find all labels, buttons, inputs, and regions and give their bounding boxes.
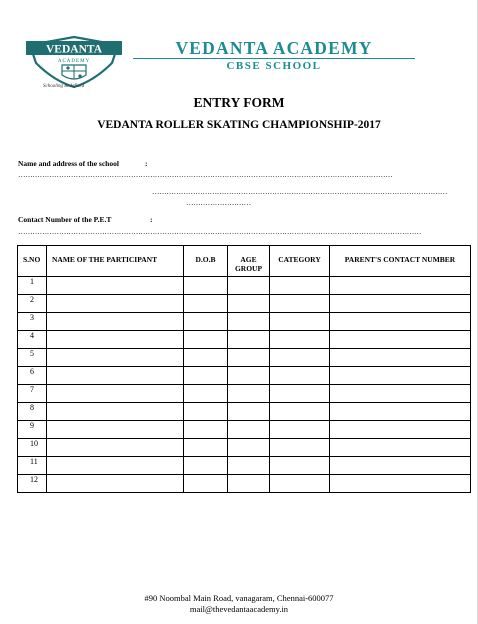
- parent-contact-cell[interactable]: [330, 439, 471, 457]
- header-participant-name: NAME OF THE PARTICIPANT: [47, 246, 184, 277]
- vedanta-academy-logo: [24, 33, 124, 91]
- age-group-cell[interactable]: [228, 331, 270, 349]
- participants-table: [17, 245, 471, 493]
- table-row: [18, 295, 471, 313]
- table-row: [18, 385, 471, 403]
- parent-contact-cell[interactable]: [330, 475, 471, 493]
- dob-cell[interactable]: [184, 331, 228, 349]
- row-number: 2: [18, 295, 47, 313]
- school-name-label: Name and address of the school: [18, 159, 119, 168]
- logo-tagline: Schooling Redefined: [43, 84, 85, 89]
- svg-text:VEDANTA: VEDANTA: [45, 43, 103, 56]
- dob-cell[interactable]: [184, 385, 228, 403]
- age-group-cell[interactable]: [228, 403, 270, 421]
- row-number: 5: [18, 349, 47, 367]
- footer-address: #90 Noombal Main Road, vanagaram, Chennai-600077: [144, 593, 334, 603]
- category-cell[interactable]: [270, 475, 330, 493]
- participant-name-cell[interactable]: [47, 331, 184, 349]
- school-brand: [133, 38, 415, 73]
- dob-cell[interactable]: [184, 295, 228, 313]
- row-number: 11: [18, 457, 47, 475]
- dob-cell[interactable]: [184, 457, 228, 475]
- age-group-cell[interactable]: [228, 421, 270, 439]
- age-group-cell[interactable]: [228, 457, 270, 475]
- header-dob: D.O.B: [184, 246, 228, 277]
- dob-cell[interactable]: [184, 421, 228, 439]
- contact-label-colon: :: [150, 215, 153, 224]
- table-row: [18, 403, 471, 421]
- dob-cell[interactable]: [184, 349, 228, 367]
- event-title: VEDANTA ROLLER SKATING CHAMPIONSHIP-2017: [97, 119, 381, 131]
- age-group-cell[interactable]: [228, 475, 270, 493]
- participant-name-cell[interactable]: [47, 313, 184, 331]
- row-number: 8: [18, 403, 47, 421]
- header-category: CATEGORY: [270, 246, 330, 277]
- participant-name-cell[interactable]: [47, 439, 184, 457]
- category-cell[interactable]: [270, 349, 330, 367]
- school-address-line-3[interactable]: ………………………: [186, 198, 251, 207]
- row-number: 10: [18, 439, 47, 457]
- category-cell[interactable]: [270, 421, 330, 439]
- dob-cell[interactable]: [184, 313, 228, 331]
- parent-contact-cell[interactable]: [330, 421, 471, 439]
- age-group-cell[interactable]: [228, 349, 270, 367]
- age-group-cell[interactable]: [228, 385, 270, 403]
- dob-cell[interactable]: [184, 277, 228, 295]
- row-number: 7: [18, 385, 47, 403]
- footer-email: mail@thevedantaacademy.in: [189, 604, 289, 614]
- age-group-cell[interactable]: [228, 295, 270, 313]
- participant-name-cell[interactable]: [47, 475, 184, 493]
- table-row: [18, 331, 471, 349]
- category-cell[interactable]: [270, 439, 330, 457]
- age-group-cell[interactable]: [228, 277, 270, 295]
- parent-contact-cell[interactable]: [330, 367, 471, 385]
- age-group-cell[interactable]: [228, 367, 270, 385]
- participant-name-cell[interactable]: [47, 367, 184, 385]
- table-row: [18, 421, 471, 439]
- parent-contact-cell[interactable]: [330, 385, 471, 403]
- row-number: 3: [18, 313, 47, 331]
- participant-name-cell[interactable]: [47, 295, 184, 313]
- school-subtitle: CBSE SCHOOL: [226, 60, 322, 72]
- participant-name-cell[interactable]: [47, 277, 184, 295]
- age-group-cell[interactable]: [228, 439, 270, 457]
- parent-contact-cell[interactable]: [330, 457, 471, 475]
- parent-contact-cell[interactable]: [330, 349, 471, 367]
- parent-contact-cell[interactable]: [330, 295, 471, 313]
- table-row: [18, 277, 471, 295]
- table-row: [18, 313, 471, 331]
- table-header-row: [18, 246, 471, 277]
- dob-cell[interactable]: [184, 439, 228, 457]
- contact-number-label: Contact Number of the P.E.T: [18, 215, 112, 224]
- dob-cell[interactable]: [184, 367, 228, 385]
- row-number: 1: [18, 277, 47, 295]
- table-row: [18, 367, 471, 385]
- contact-number-line[interactable]: ……………………………………………………………………………………………………………………………………………………: [18, 227, 422, 236]
- category-cell[interactable]: [270, 367, 330, 385]
- category-cell[interactable]: [270, 457, 330, 475]
- participant-name-cell[interactable]: [47, 385, 184, 403]
- row-number: 9: [18, 421, 47, 439]
- parent-contact-cell[interactable]: [330, 313, 471, 331]
- participant-name-cell[interactable]: [47, 421, 184, 439]
- brand-divider: [133, 58, 415, 59]
- header-age-group: AGE GROUP: [228, 246, 270, 277]
- category-cell[interactable]: [270, 313, 330, 331]
- header-sno: S.NO: [18, 246, 47, 277]
- participant-name-cell[interactable]: [47, 457, 184, 475]
- row-number: 12: [18, 475, 47, 493]
- school-address-line-2[interactable]: ……………………………………………………………………………………………………………: [152, 187, 448, 196]
- category-cell[interactable]: [270, 385, 330, 403]
- participant-name-cell[interactable]: [47, 349, 184, 367]
- school-name: VEDANTA ACADEMY: [175, 38, 373, 58]
- table-row: [18, 439, 471, 457]
- school-address-line-1[interactable]: …………………………………………………………………………………………………………………………………………: [18, 170, 393, 179]
- table-row: [18, 349, 471, 367]
- age-group-cell[interactable]: [228, 313, 270, 331]
- table-row: [18, 457, 471, 475]
- school-label-colon: :: [145, 159, 148, 168]
- form-title: ENTRY FORM: [193, 95, 285, 110]
- row-number: 4: [18, 331, 47, 349]
- parent-contact-cell[interactable]: [330, 403, 471, 421]
- category-cell[interactable]: [270, 277, 330, 295]
- category-cell[interactable]: [270, 295, 330, 313]
- category-cell[interactable]: [270, 331, 330, 349]
- header-parent-contact: PARENT'S CONTACT NUMBER: [330, 246, 471, 277]
- parent-contact-cell[interactable]: [330, 277, 471, 295]
- row-number: 6: [18, 367, 47, 385]
- dob-cell[interactable]: [184, 475, 228, 493]
- category-cell[interactable]: [270, 403, 330, 421]
- participant-name-cell[interactable]: [47, 403, 184, 421]
- svg-text:ACADEMY: ACADEMY: [57, 59, 91, 64]
- parent-contact-cell[interactable]: [330, 331, 471, 349]
- dob-cell[interactable]: [184, 403, 228, 421]
- table-row: [18, 475, 471, 493]
